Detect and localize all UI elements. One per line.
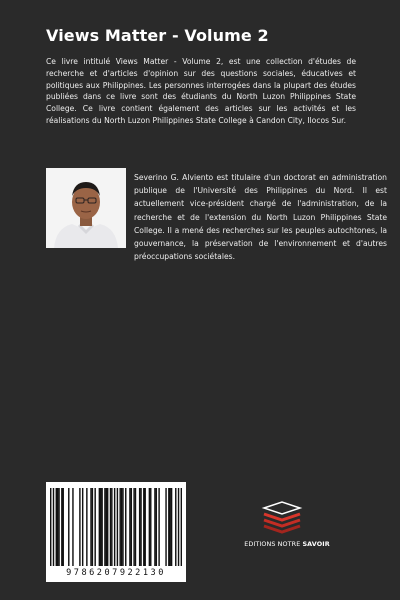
barcode-bar — [143, 488, 144, 566]
publisher-name-prefix: EDITIONS NOTRE — [244, 540, 301, 548]
barcode-bar — [158, 488, 159, 566]
barcode-bar — [131, 488, 132, 566]
book-title: Views Matter - Volume 2 — [46, 26, 269, 45]
barcode-digits: 9786207922130 — [66, 568, 166, 578]
barcode-bar — [104, 488, 105, 566]
barcode-bar — [135, 488, 136, 566]
barcode-bar — [100, 488, 101, 566]
barcode-bar — [56, 488, 57, 566]
barcode-bar — [86, 488, 87, 566]
barcode-bar — [57, 488, 58, 566]
barcode-bar — [79, 488, 80, 566]
barcode-bar — [181, 488, 182, 566]
barcode-bar — [165, 488, 166, 566]
barcode-bar — [122, 488, 123, 566]
barcode-bar — [82, 488, 83, 566]
barcode-bar — [175, 488, 176, 566]
barcode-bar — [63, 488, 64, 566]
barcode-bar — [154, 488, 155, 566]
barcode-bar — [150, 488, 151, 566]
barcode-bar — [121, 488, 122, 566]
barcode-bar — [101, 488, 102, 566]
barcode-bar — [149, 488, 150, 566]
author-photo — [46, 168, 126, 248]
barcode — [46, 482, 186, 582]
barcode-bar — [125, 488, 126, 566]
barcode-bar — [144, 488, 145, 566]
barcode-bar — [61, 488, 62, 566]
barcode-bar — [133, 488, 134, 566]
barcode-bar — [168, 488, 169, 566]
barcode-bar — [171, 488, 172, 566]
author-portrait-icon — [46, 168, 126, 248]
barcode-bar — [111, 488, 112, 566]
author-bio: Severino G. Alviento est titulaire d'un doctorat en administration publique de l'Université des Philippines du Nord. Il est actuellement vice-président chargé de l'administration, de la recherche et de l'extension du North Luzon Philippines State College. Il a mené des recherches sur les peuples autochtones, la gouvernance, la préservation de l'environnement et d'autres préoccupations sociétales. — [134, 173, 387, 262]
barcode-bar — [169, 488, 170, 566]
stacked-books-icon — [258, 500, 306, 536]
barcode-bar — [92, 488, 93, 566]
barcode-bar — [114, 488, 115, 566]
barcode-bar — [99, 488, 100, 566]
publisher-logo — [258, 500, 306, 540]
barcode-bar — [107, 488, 108, 566]
barcode-bars — [50, 488, 182, 566]
publisher-name-suffix: SAVOIR — [302, 540, 330, 548]
barcode-bar — [178, 488, 179, 566]
barcode-bar — [50, 488, 51, 566]
barcode-bar — [119, 488, 120, 566]
barcode-bar — [90, 488, 91, 566]
barcode-bar — [72, 488, 73, 566]
barcode-bar — [94, 488, 95, 566]
barcode-bar — [58, 488, 59, 566]
publisher-name — [232, 540, 342, 548]
barcode-bar — [139, 488, 140, 566]
barcode-bar — [140, 488, 141, 566]
barcode-bar — [156, 488, 157, 566]
barcode-bar — [110, 488, 111, 566]
barcode-bar — [68, 488, 69, 566]
barcode-bar — [106, 488, 107, 566]
book-description: Ce livre intitulé Views Matter - Volume 2, est une collection d'études de recherche et d'articles d'opinion sur des questions sociales, éducatives et politiques aux Philippines. Les personnes interrogées dans la plupart des études publiées dans ce livre sont des étudiants du North Luzon Philippines State College. Ce livre contient également des articles sur les activités et les réalisations du North Luzon Philippines State College à Candon City, Ilocos Sur. — [46, 57, 356, 125]
barcode-bar — [117, 488, 118, 566]
barcode-bar — [129, 488, 130, 566]
barcode-bar — [53, 488, 54, 566]
